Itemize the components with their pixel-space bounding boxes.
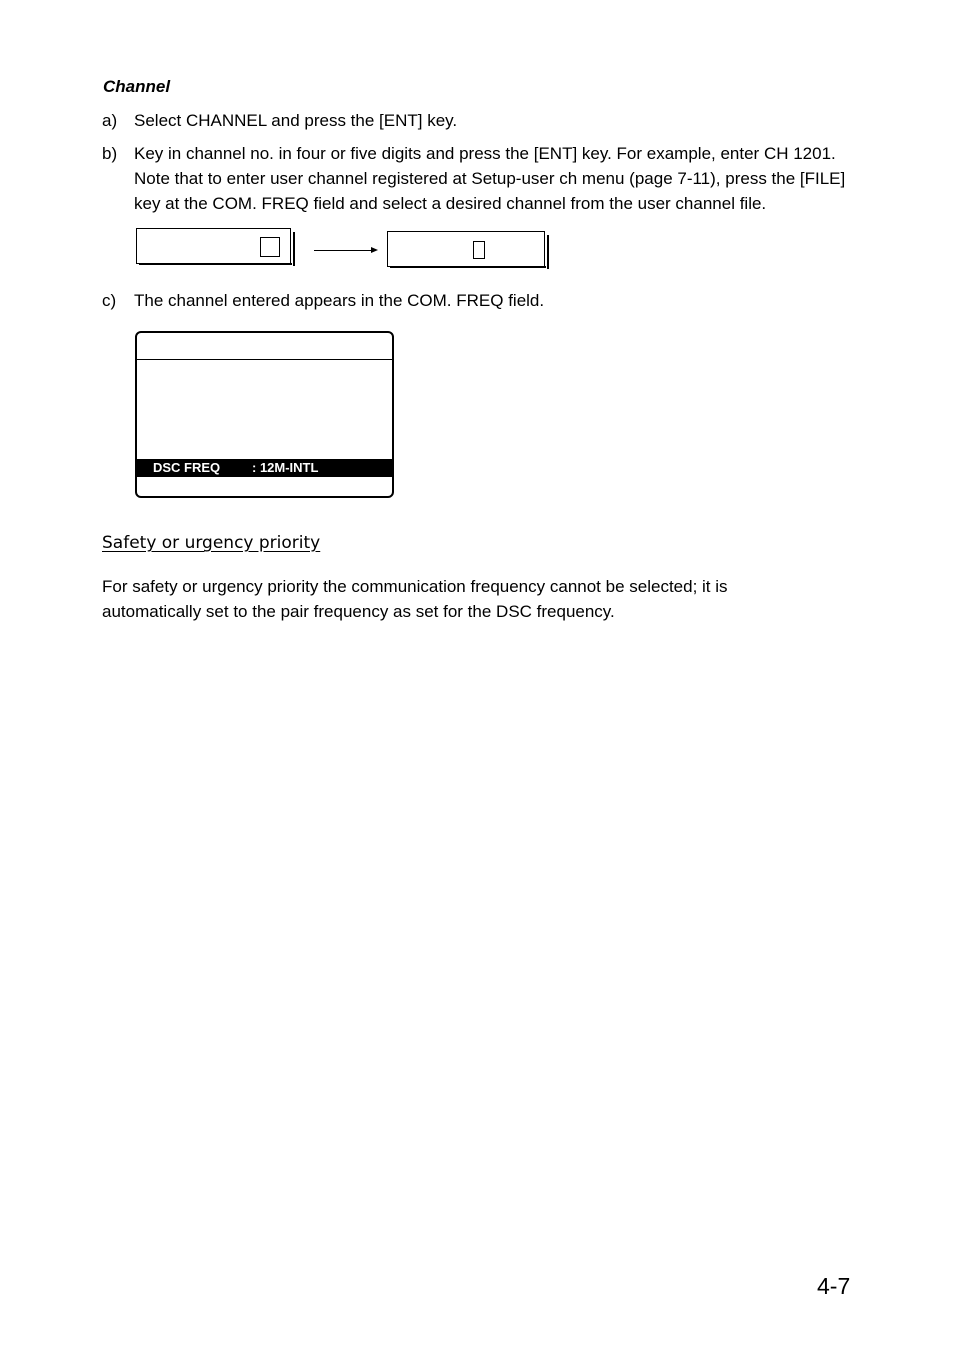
cursor-square-icon bbox=[260, 237, 280, 257]
screen-header-divider bbox=[137, 359, 392, 360]
section-heading: Channel bbox=[103, 77, 171, 96]
step-c bbox=[102, 288, 862, 313]
arrow-line bbox=[314, 250, 372, 251]
step-marker: c) bbox=[102, 291, 117, 310]
subsection-title: Safety or urgency priority bbox=[102, 533, 321, 553]
dsc-freq-bar bbox=[137, 459, 392, 477]
dsc-freq-value: : 12M-INTL bbox=[252, 460, 319, 475]
step-text: Key in channel no. in four or five digits and press the [ENT] key. For example, enter CH 1201. Note that to enter user channel registered at Setup-user ch menu (page 7-11), press the [FILE] key at the COM. FREQ field and select a desired channel from the user channel file. bbox=[134, 144, 846, 213]
step-marker: a) bbox=[102, 111, 118, 130]
key-entry-illustration bbox=[136, 228, 296, 270]
arrow-right-icon bbox=[371, 247, 378, 253]
key-entry-illustration-after bbox=[387, 231, 547, 273]
cursor-bar-icon bbox=[473, 241, 485, 259]
page-number: 4-7 bbox=[817, 1273, 851, 1299]
field-shadow bbox=[139, 263, 292, 265]
display-screen-illustration bbox=[135, 331, 394, 498]
step-b bbox=[102, 141, 862, 216]
step-a bbox=[102, 108, 862, 133]
step-marker: b) bbox=[102, 144, 118, 163]
subsection-paragraph: For safety or urgency priority the communication frequency cannot be selected; it is automatically set to the pair frequency as set for the DSC frequency. bbox=[102, 577, 728, 621]
input-field-after bbox=[387, 231, 545, 267]
field-shadow bbox=[390, 266, 546, 268]
dsc-freq-label: DSC FREQ bbox=[153, 460, 221, 475]
step-text: The channel entered appears in the COM. FREQ field. bbox=[134, 291, 545, 310]
step-text: Select CHANNEL and press the [ENT] key. bbox=[134, 111, 458, 130]
